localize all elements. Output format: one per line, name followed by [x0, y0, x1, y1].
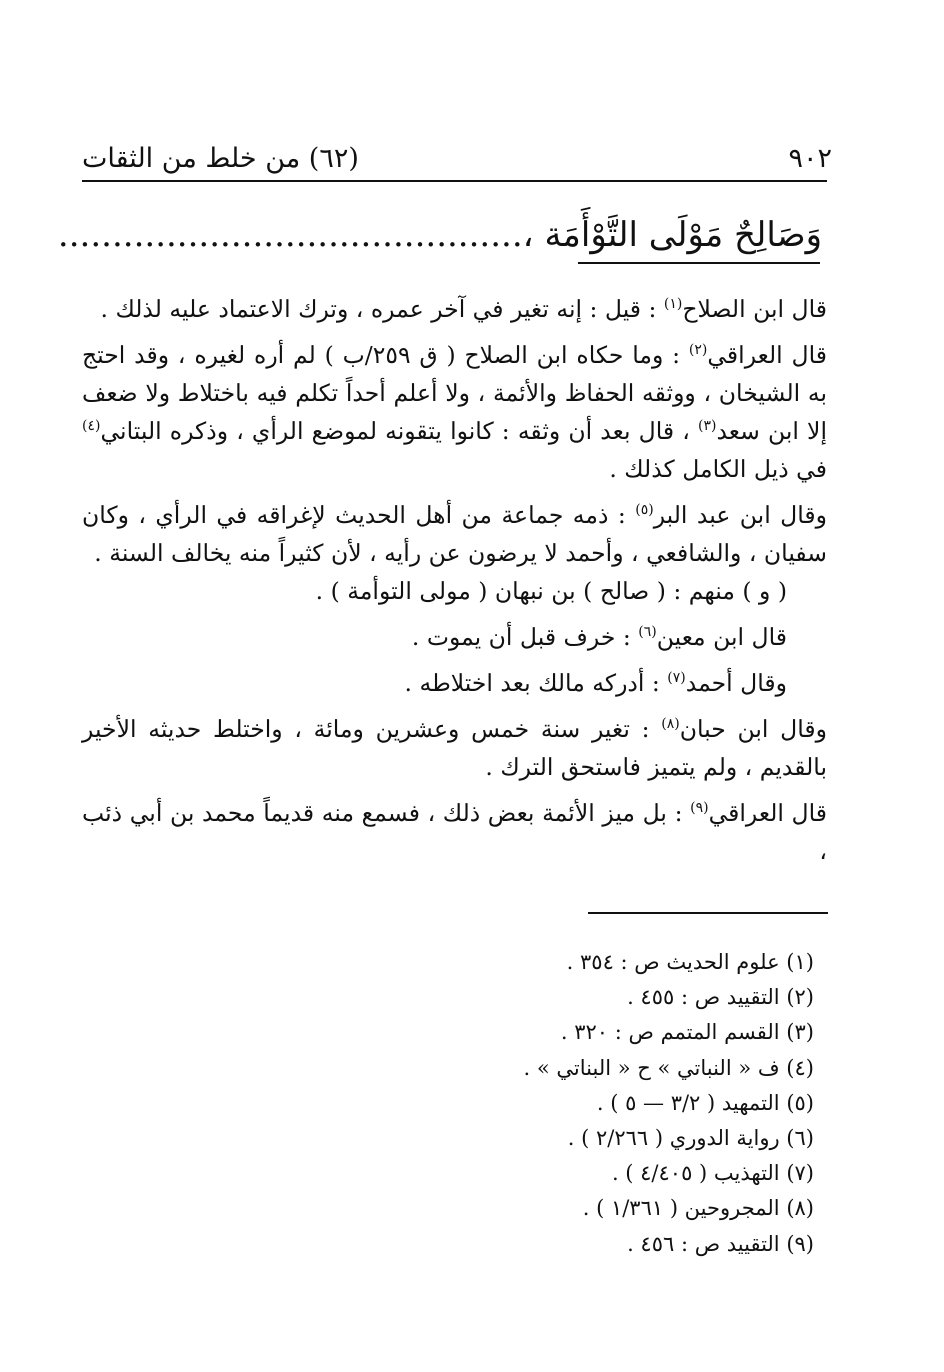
footnote-ref: (٣) [697, 418, 717, 435]
paragraph: وقال أحمد$^{(٧)}$ : أدركه مالك بعد اختلاطه . [404, 669, 787, 697]
footnote-ref: (٢) [688, 342, 708, 359]
paragraph: قال ابن معين$^{(٦)}$ : خرف قبل أن يموت . [411, 623, 787, 651]
paragraph: قال العراقي$^{(٢)}$ : وما حكاه ابن الصلاح ( ق ٢٥٩/ب ) لم أره لغيره ، وقد احتج به الشيخان ، ووثقه الحفاظ والأئمة ، ولا أعلم أحداً تكلم فيه باختلاط ولا ضعف إلا ابن سعد$^{(٣)}$ ، قال بعد أن وثقه : كانوا يتقونه لموضع الرأي ، وذكره البتاني$^{(٤)}$ في ذيل الكامل كذلك . [82, 341, 827, 483]
paragraph: وقال ابن عبد البر$^{(٥)}$ : ذمه جماعة من أهل الحديث لإغراقه في الرأي ، وكان سفيان ، والشافعي ، وأحمد لا يرضون عن رأيه ، لأن كثيراً منه يخالف السنة . [82, 501, 827, 567]
footnote: (٦) رواية الدوري ( ٢/٢٦٦ ) . [567, 1126, 814, 1151]
footnote-rule [588, 912, 828, 914]
verse-underline [578, 262, 820, 264]
footnotes [314, 945, 814, 1262]
footnote-ref: (١) [663, 296, 683, 313]
paragraph: قال العراقي$^{(٩)}$ : بل ميز الأئمة بعض ذلك ، فسمع منه قديماً محمد بن أبي ذئب ، [82, 799, 828, 865]
footnote-ref: (٨) [661, 716, 680, 733]
footnote: (٥) التمهيد ( ٣/٢ — ٥ ) . [596, 1090, 814, 1115]
verse-dots: ........................................... [57, 215, 523, 255]
page-number: ٩٠٢ [788, 143, 832, 174]
footnote-ref: (٥) [635, 502, 654, 519]
footnote: (٤) ف « النباتي » ح « البناتي » . [523, 1055, 814, 1080]
footnote-ref: (٩) [690, 800, 709, 817]
paragraph: وقال ابن حبان$^{(٨)}$ : تغير سنة خمس وعشرين ومائة ، واختلط حديثه الأخير بالقديم ، ولم يتميز فاستحق الترك . [82, 715, 827, 781]
footnote: (٨) المجروحين ( ١/٣٦١ ) . [582, 1196, 814, 1221]
footnote: (٢) التقييد ص : ٤٥٥ . [627, 985, 814, 1010]
footnote: (٧) التهذيب ( ٤/٤٠٥ ) . [611, 1161, 814, 1186]
footnote-ref: (٦) [638, 624, 657, 641]
footnote-ref: (٧) [667, 670, 686, 687]
running-title: (٦٢) من خلط من الثقات [82, 143, 359, 174]
footnote: (٩) التقييد ص : ٤٥٦ . [627, 1231, 814, 1256]
main-text [82, 290, 827, 870]
verse-text: وَصَالِحٌ مَوْلَى التَّوْأَمَة ، [522, 215, 822, 255]
paragraph: ( و ) منهم : ( صالح ) بن نبهان ( مولى التوأمة ) . [315, 577, 787, 605]
footnote-ref: (٤) [82, 418, 101, 435]
footnote: (٣) القسم المتمم ص : ٣٢٠ . [560, 1020, 814, 1045]
header-rule [82, 180, 827, 182]
paragraph: قال ابن الصلاح$^{(١)}$ : قيل : إنه تغير في آخر عمره ، وترك الاعتماد عليه لذلك . [100, 295, 827, 323]
footnote: (١) علوم الحديث ص : ٣٥٤ . [566, 950, 814, 974]
verse-line [57, 212, 822, 258]
